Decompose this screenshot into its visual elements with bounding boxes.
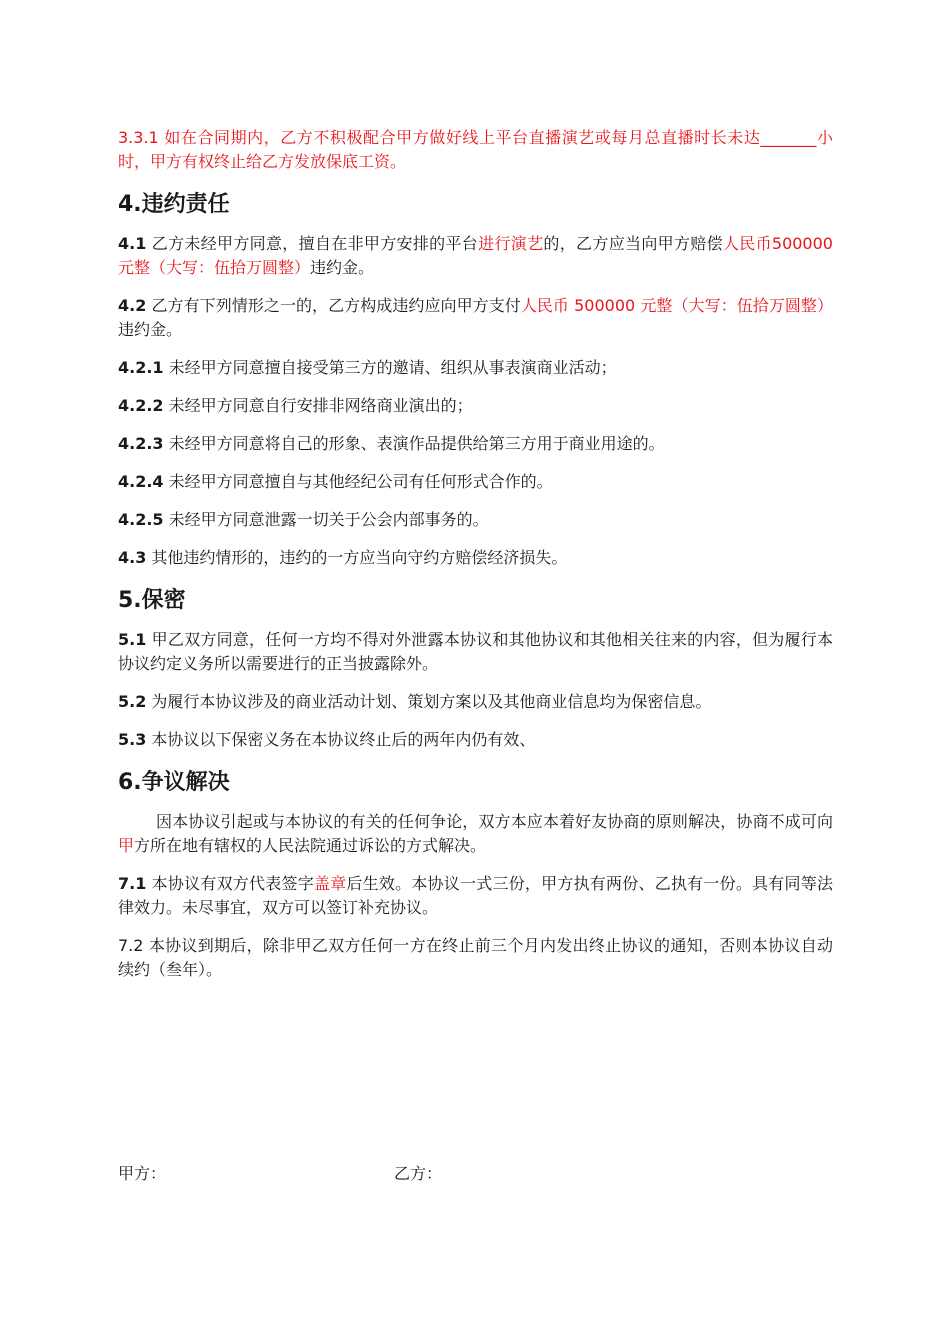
highlight-text: 盖章: [313, 874, 347, 893]
section-heading-4: 4.违约责任: [118, 192, 230, 217]
clause-5-2: [118, 690, 833, 714]
clause-4-2-3: [118, 432, 833, 456]
penalty-amount: 人民币500000 元整（大写：伍拾万圆整）: [118, 234, 833, 277]
clause-4-1: [118, 232, 833, 280]
clause-text: 未经甲方同意擅自与其他经纪公司有任何形式合作的。: [163, 472, 553, 491]
clause-text: 其他违约情形的，违约的一方应当向守约方赔偿经济损失。: [146, 548, 568, 567]
clause-text: 7.2 本协议到期后，除非甲乙双方任何一方在终止前三个月内发出终止协议的通知，否则本协议自动续约（叁年）。: [118, 936, 833, 979]
clause-number: 5.2: [118, 692, 147, 711]
party-a-signature-label: 甲方：: [118, 1164, 167, 1183]
clause-3-3-1: [118, 126, 833, 174]
party-b-signature-label: 乙方：: [394, 1164, 443, 1183]
clause-text: 未经甲方同意擅自接受第三方的邀请、组织从事表演商业活动；: [163, 358, 617, 377]
clause-number: 4.1: [118, 234, 147, 253]
clause-number: 7.1: [118, 874, 147, 893]
clause-number: 5.1: [118, 630, 147, 649]
clause-text: 未经甲方同意将自己的形象、表演作品提供给第三方用于商业用途的。: [163, 434, 665, 453]
penalty-amount: 人民币 500000 元整（大写：伍拾万圆整）: [520, 296, 833, 315]
highlight-text: 进行演艺: [478, 234, 544, 253]
clause-text: 违约金。: [118, 320, 183, 339]
clause-5-1: [118, 628, 833, 676]
clause-number: 4.2.5: [118, 510, 164, 529]
clause-4-3: [118, 546, 833, 570]
clause-number: 4.2.2: [118, 396, 164, 415]
clause-text: 未经甲方同意自行安排非网络商业演出的；: [163, 396, 473, 415]
contract-body: [118, 126, 833, 982]
clause-text: 小时，甲方有权终止给乙方发放保底工资。: [118, 128, 833, 171]
clause-4-2: [118, 294, 833, 342]
clause-text: 因本协议引起或与本协议的有关的任何争论，双方本应本着好友协商的原则解决，协商不成可向: [156, 812, 833, 831]
clause-number: 5.3: [118, 730, 147, 749]
clause-number: 4.2.3: [118, 434, 164, 453]
clause-text: 未经甲方同意泄露一切关于公会内部事务的。: [163, 510, 489, 529]
clause-6-body: [118, 810, 833, 858]
clause-text: 为履行本协议涉及的商业活动计划、策划方案以及其他商业信息均为保密信息。: [146, 692, 712, 711]
clause-text: 3.3.1 如在合同期内，乙方不积极配合甲方做好线上平台直播演艺或每月总直播时长未达: [118, 128, 761, 147]
clause-text: 本协议以下保密义务在本协议终止后的两年内仍有效、: [146, 730, 536, 749]
clause-number: 4.2.1: [118, 358, 164, 377]
clause-text: 的，乙方应当向甲方赔偿: [543, 234, 723, 253]
section-heading-6: 6.争议解决: [118, 770, 230, 795]
clause-5-3: [118, 728, 833, 752]
highlight-text: 甲: [118, 836, 135, 855]
clause-7-1: [118, 872, 833, 920]
clause-number: 4.2: [118, 296, 147, 315]
hours-blank: _______: [760, 128, 817, 147]
clause-7-2: [118, 934, 833, 982]
clause-text: 本协议有双方代表签字: [146, 874, 314, 893]
clause-text: 后生效。本协议一式三份，甲方执有两份、乙执有一份。具有同等法律效力。未尽事宜，双方可以签订补充协议。: [118, 874, 833, 917]
clause-text: 违约金。: [310, 258, 375, 277]
clause-text: 乙方未经甲方同意，擅自在非甲方安排的平台: [146, 234, 479, 253]
section-heading-5: 5.保密: [118, 588, 186, 613]
clause-4-2-1: [118, 356, 833, 380]
clause-4-2-4: [118, 470, 833, 494]
clause-number: 4.3: [118, 548, 147, 567]
clause-4-2-2: [118, 394, 833, 418]
clause-number: 4.2.4: [118, 472, 164, 491]
clause-text: 乙方有下列情形之一的，乙方构成违约应向甲方支付: [146, 296, 521, 315]
clause-text: 甲乙双方同意，任何一方均不得对外泄露本协议和其他协议和其他相关往来的内容，但为履行本协议约定义务所以需要进行的正当披露除外。: [118, 630, 833, 673]
clause-text: 方所在地有辖权的人民法院通过诉讼的方式解决。: [134, 836, 487, 855]
clause-4-2-5: [118, 508, 833, 532]
